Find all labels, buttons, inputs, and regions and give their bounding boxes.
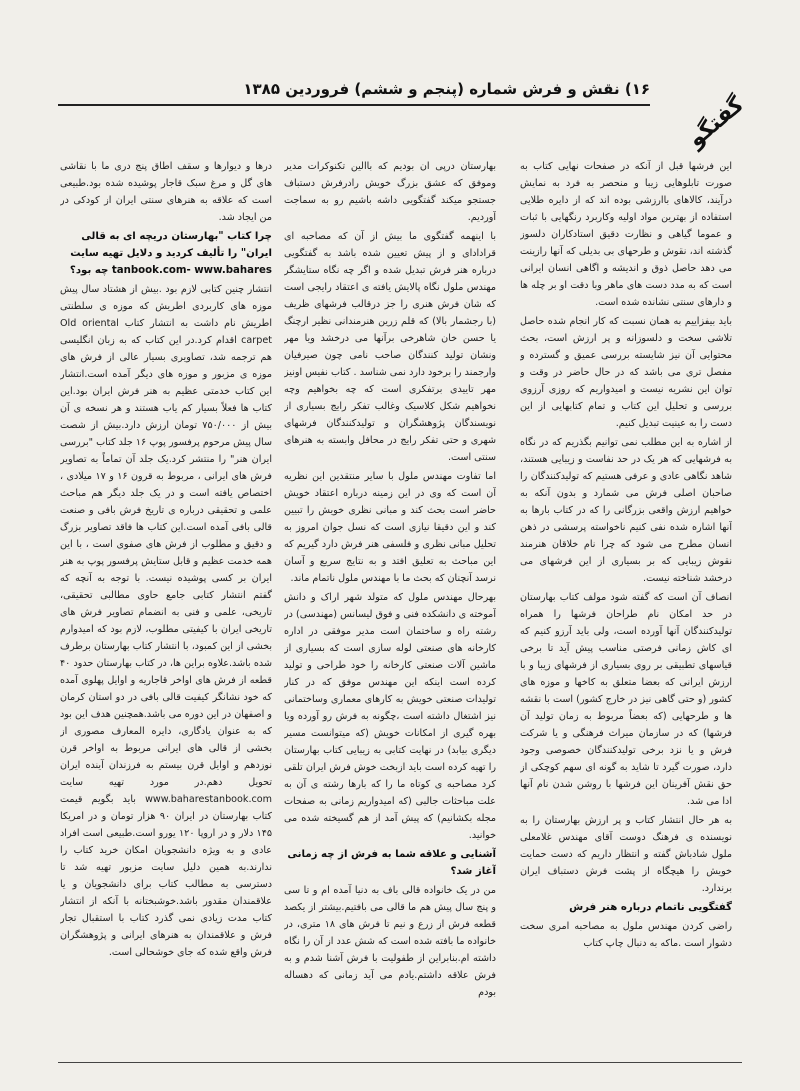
column-left (60, 158, 272, 1050)
column-middle (284, 158, 496, 1050)
paragraph: راضی کردن مهندس ملول به مصاحبه امری سخت دشوار است .ماکه به دنبال چاپ کتاب (520, 921, 732, 949)
paragraph: اما تفاوت مهندس ملول با سایر منتقدین این نظریه آن است که وی در این زمینه درباره اعتقاد خویش حاضر است بحث کند و مبانی نظری خویش را تبیین کند و این دقیقا نیازی است که نسل جوان امروز به تحلیل مبانی نظری و فلسفی هنر فرش دارد گیریم که این مباحث به تعلیق افتد و به نتایج سریع و آسان نرسد آنچنان که بحث ما با مهندس ملول ناتمام ماند. (284, 471, 496, 584)
footer-rule (58, 1062, 742, 1063)
running-header: ۱۶) نقش و فرش شماره (پنجم و ششم) فروردین ۱۳۸۵ (243, 80, 650, 98)
paragraph: درها و دیوارها و سقف اطاق پنج دری ما با نقاشی های گل و مرغ سبک قاجار پوشیده شده بود.طبیعی است که علاقه به هنرهای سنتی ایران از کودکی در من ایجاد شد. (60, 161, 272, 223)
interview-question: چرا کتاب "بهارستان دریچه ای به قالی ایران" را تألیف کردید و دلایل تهیه سایت tanbook.com- www.bahares چه بود؟ (69, 231, 272, 276)
column-right (520, 158, 732, 1050)
subheading: گفتگویی ناتمام درباره هنر فرش (569, 902, 732, 913)
paragraph: بهارستان درپی ان بودیم که باالین تکنوکرات مدیر وموفق که عشق بزرگ خویش رادرفرش دستباف جستجو میکند گفتگویی داشه باشیم رو به سماجت آوردیم. (284, 161, 496, 223)
paragraph: من در یک خانواده قالی باف به دنیا آمده ام و تا سی و پنج سال پیش هم ما قالی می بافتیم.بیشتر از یکصد قطعه فرش از زرع و نیم تا فرش های ۱۸ متری، در خانواده ما بافته شده است که شش عدد از آن را نگاه داشته ام.بنابراین از طفولیت با فرش آشنا شدم و به فرش علاقه داشتم.یادم می آید زمانی که دهساله بودم (284, 885, 496, 998)
paragraph: بهرحال مهندس ملول که متولد شهر اراک و دانش آموخته ی دانشکده فنی و فوق لیسانس (مهندسی) در رشته راه و ساختمان است مدیر موفقی در اداره کارخانه های صنعتی لوله سازی است که بسیاری از ماشین آلات صنعتی کارخانه را خود طراحی و تولید کرده است اینکه این مهندس موفق که در کنار تولیدات صنعتی خویش به کارهای معماری وساختمانی نیز اشتغال داشته است ،چگونه به فرش رو آورده ویا بهره گیری از امکانات خویش (که میتوانست مسیر دیگری بیابد) در نهایت کتابی به زیبایی کتاب بهارستان را تهیه کرده است باید ازبخت خوش فرش ایران تلقی کرد مصاحبه ی کوتاه ما را که بارها رشته ی آن به علت مباحثات جالبی (که امیدواریم زمانی به صفحات مجله بکشانیم) که پیش آمد از هم گسیخته شده می خوانید. (284, 592, 496, 841)
interview-question: آشنایی و علاقه شما به فرش از چه زمانی آغاز شد؟ (287, 849, 496, 877)
paragraph: انتشار چنین کتابی لازم بود .بیش از هشتاد سال پیش موزه های کاربردی اطریش که موزه ی سلطنتی اطریش نام داشت به انتشار کتاب Old oriental carpet اقدام کرد.در این کتاب که به زبان انگلیسی هم ترجمه شد، تصاویری بسیار عالی از فرش های موزه ی مزبور و موزه های دیگر آمده است.انتشار این کتاب خدمتی عظیم به هنر فرش ایران بود.این کتاب ها فعلاً بسیار کم یاب هستند و هر نسخه ی آن بیش از ۷۵۰/۰۰۰ تومان ارزش دارد.بیش از شصت سال پیش مرحوم پرفسور پوپ ۱۶ جلد کتاب "بررسی ایران هنر" را منتشر کرد.یک جلد آن تماماً به تصاویر فرش های ایرانی ، مربوط به قرون ۱۶ و ۱۷ میلادی ، اختصاص یافته است و در یک جلد دیگر هم مباحث علمی و تحقیقی درباره ی تاریخ فرش بافی و صنعت قالی بافی آمده است.این کتاب ها فاقد تصاویر بزرگ و دقیق و مطلوب از فرش های صفوی است ، با این همه خدمت عظیم و قابل ستایش پرفسور پوپ به هنر ایران بر کسی پوشیده نیست. با توجه به آنچه که گفتم انتشار کتابی جامع حاوی مطالبی تحقیقی، تاریخی، علمی و فنی به انضمام تصاویر فرش های تاریخی ایران با کیفیتی مطلوب، لازم بود که امیدوارم بخشی از این کمبود، با انتشار کتاب بهارستان برطرف شده باشد.علاوه براین ها، در کتاب بهارستان حدود ۴۰ قطعه از فرش های اواخر قاجاریه و اوایل پهلوی آمده که خود نشانگر کیفیت قالی بافی در دو استان کرمان و اصفهان در این دوره می باشد.همچنین هدف این بود که به عنوان یادگاری، دایره المعارف مصوری از بخشی از قالی های ایرانی مربوط به اواخر قرن نوزدهم و اوایل قرن بیستم به فرزندان آینده ایران تحویل دهم.در مورد تهیه سایت www.baharestanbook.com باید بگویم قیمت کتاب بهارستان در ایران ۹۰ هزار تومان و در امریکا ۱۴۵ دلار و در اروپا ۱۲۰ یورو است.طبیعی است افراد عادی و به ویژه دانشجویان امکان خرید کتاب را ندارند.به همین دلیل سایت مزبور تهیه شد تا دسترسی به مطالب کتاب برای دانشجویان و یا علاقمندان مقدور باشد.خوشبختانه با آنکه از انتشار کتاب مدت زیادی نمی گذرد کتاب با استقبال تجار فرش و علاقمندان به هنرهای ایرانی و پژوهشگران فرش واقع شده که جای خوشحالی است. (60, 284, 272, 958)
paragraph: با اینهمه گفتگوی ما بیش از آن که مصاحبه ای قرادادای و از پیش تعیین شده باشد به گفتگویی درباره هنر فرش تبدیل شده و اگر چه نگاه ستایشگر مهندس ملول نگاه پالایش یافته ی اعتقاد رایجی است که شان فرش هنری را جز درقالب فرشهای ظریف (با رجشمار بالا) که قلم زرین هنرمندانی نظیر ارچنگ یا حسن خان شاهرخی برآنها می درخشد ویا مهر ونشان تولید کنندگان صاحب نامی چون صیرفیان وارجمند را برخود دارد نمی شناسد . کتاب نفیس اونیز مهر تاییدی برتفکری است که چه بخواهیم وچه نخواهیم شکل کلاسیک وغالب تفکر رایج بسیاری از نویسندگان پژوهشگران و تولیدکنندگان فرشهای شهری و حتی تفکر رایج در محافل وابسته به هنرهای سنتی است. (284, 231, 496, 463)
paragraph: انصاف آن است که گفته شود مولف کتاب بهارستان در حد امکان نام طراحان فرشها را همراه تولیدکنندگان آنها آورده است، ولی باید آرزو کنیم که ای کاش زمانی فرصتی مناسب پیش آید تا برخی قیاسهای تطبیقی بر روی بسیاری از فرشهای زیبا و با ارزش ایرانی که بعضا متعلق به کاخها و موزه های کشور (و حتی گاهی نیز در خارج کشور) است با نقشه ها و طرحهایی (که بعضاً مربوط به زمان تولید آن فرشها) که در سازمان میراث فرهنگی و یا شرکت فرش و یا نزد برخی تولیدکنندگان خصوصی وجود دارد، صورت گیرد تا شاید به گونه ای سهم کوچکی از حق نقش آفرینان این فرشها با روشن شدن نام آنها ادا می شد. (520, 592, 732, 807)
paragraph: باید بیفزاییم به همان نسبت که کار انجام شده حاصل تلاشی سخت و دلسوزانه و پر ارزش است، بحث محتوایی آن نیز شایسته بررسی عمیق و گسترده و مفصل تری می باشد که در حال حاضر در وقت و توان این نشریه نیست و امیدواریم که روزی آرزوی بررسی و تحلیل این کتاب و تمام کتابهایی از این دست را به عینیت تبدیل کنیم. (520, 316, 732, 429)
paragraph: به هر حال انتشار کتاب و پر ارزش بهارستان را به نویسنده ی فرهنگ دوست آقای مهندس غلامعلی ملول شادباش گفته و انتظار داریم که دست حمایت خویش را هیچگاه از پشت فرش دستباف ایران برندارد. (520, 815, 732, 894)
paragraph: این فرشها قبل از آنکه در صفحات نهایی کتاب به صورت تابلوهایی زیبا و منحصر به فرد به نمایش درآیند، کالاهای باارزشی بوده اند که از دایره طلایی استفاده از بهترین مواد اولیه وکاربرد رنگهایی با ثبات و عموما گیاهی و نظارت دقیق استادکاران دلسوز گذشته اند، نقوش و طرحهای بی بدیلی که آنها رازینت می دهد حاصل ذوق و اندیشه و اگاهی انسان ایرانی است که به مدد دست های ماهر وبا دقت او بر چله ها و دارهای سنتی نشانده شده است. (520, 161, 732, 308)
header-rule (58, 104, 650, 106)
section-label: گفتگو (683, 91, 749, 153)
paragraph: از اشاره به این مطلب نمی توانیم بگذریم که در نگاه به فرشهایی که هر یک در حد نفاست و زیبایی هستند، شاهد نگاهی عادی و عرفی هستیم که تولیدکنندگان را صاحبان اصلی فرش می شمارد و بدون آنکه به خواهیم ارزش واقعی بزرگانی را که در کتاب بارها به آنها اشاره شده نفی کنیم ناخواسته پرسشی در ذهن انسان مطرح می شود که چرا نام خلاقان هنرمند نقوش زیبایی که بر بسیاری از این فرشهای می درخشد شناخته نیست. (520, 437, 732, 584)
